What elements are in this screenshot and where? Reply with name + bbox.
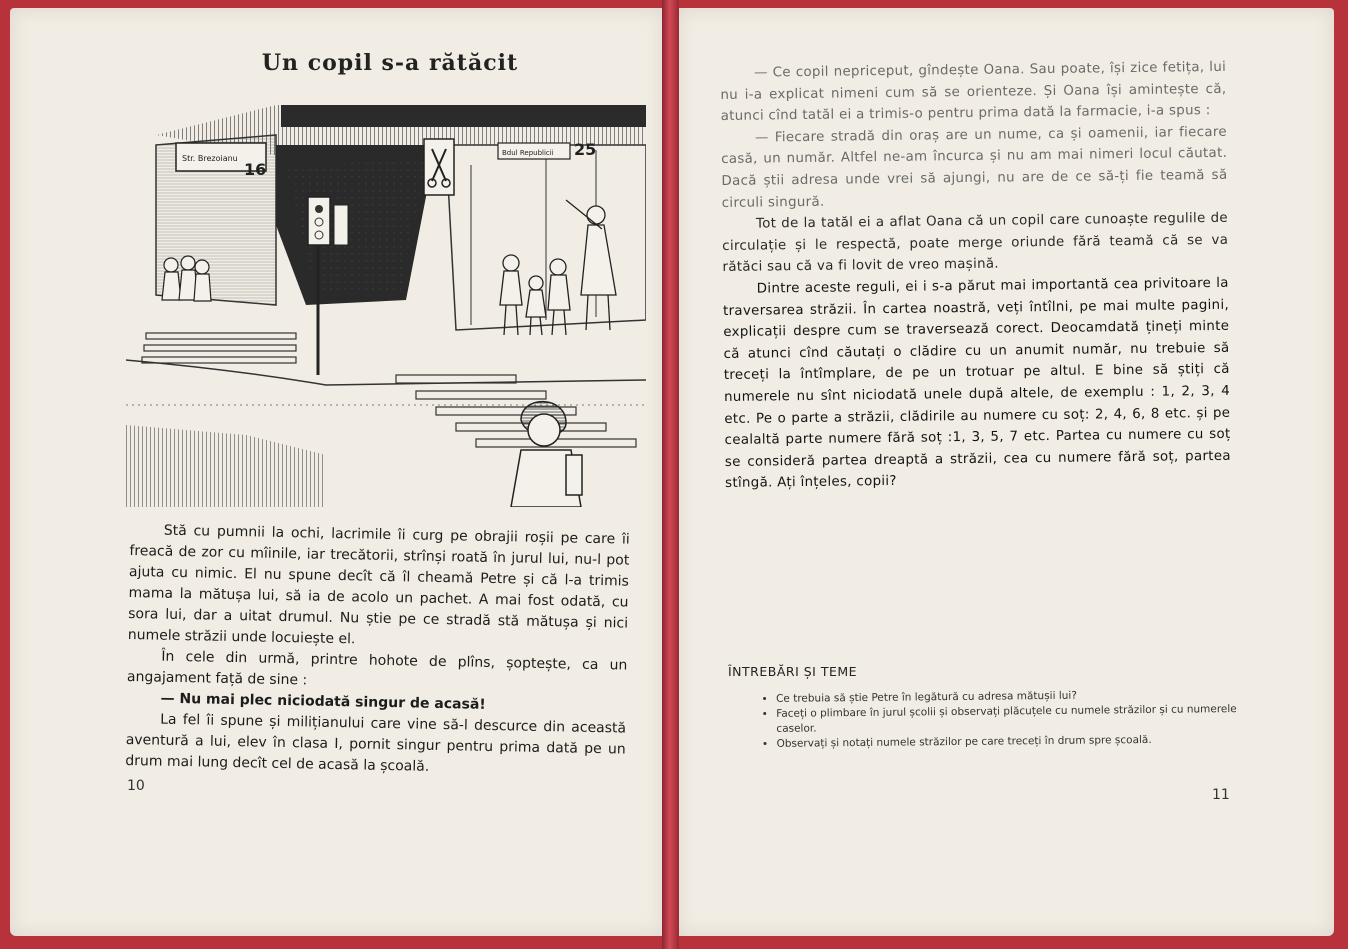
- right-page-text: [720, 57, 1231, 495]
- text-paragraph: — Fiecare stradă din oraș are un nume, ca și oamenii, iar fiecare casă, un număr. Altfel ne-am încurca și nu am mai nimeri locul căutat. Dacă știi adresa unde vrei să ajungi, nu are de ce să-ți fie teamă să circuli singură.: [721, 124, 1228, 211]
- house-number-right: 25: [574, 140, 597, 159]
- text-paragraph: Dintre aceste reguli, ei i s-a părut mai importantă cea privitoare la traversarea străzii. În cartea noastră, veți întîlni, pe mai multe pagini, explicații despre cum se traversează corect. Deocamdată țineți minte că atunci cînd căutați o clădire cu un anumit număr, nu trebuie să treceți la întîmplare, de pe un trotuar pe altul. E bine să știți că numerele nu sînt niciodată unele după altele, de exemplu : 1, 2, 3, 4 etc. Pe o parte a străzii, clădirile au numere cu soț: 2, 4, 6, 8 etc. și pe cealaltă parte numere fără soț :1, 3, 5, 7 etc. Partea cu numere cu soț se consideră partea dreaptă a străzii, cea cu numere fără soț, partea stîngă. Ați înțeles, copii?: [722, 275, 1231, 492]
- story-dialog: — Nu mai plec niciodată singur de acasă!: [160, 690, 486, 713]
- story-paragraph: Stă cu pumnii la ochi, lacrimile îi curg pe obrajii roșii pe care îi freacă de zor cu mîinile, iar trecătorii, strînși roată în jurul lui, nu-l pot ajuta cu nimic. El nu spune decît că îl cheamă Petre și că l-a trimis mama la mătușa lui, să ia de acolo un pachet. A mai fost odată, cu sora lui, dar a uitat drumul. Nu știe pe ce stradă stă mătușa și nici numele străzii unde locuiește el.: [127, 522, 630, 648]
- question-item: • Ce trebuia să știe Petre în legătură cu adresa mătușii lui?: [776, 687, 1246, 707]
- questions-list: [762, 687, 1247, 752]
- question-item: • Faceți o plimbare în jurul școlii și observați plăcuțele cu numele străzilor și cu numerele caselor.: [776, 702, 1246, 737]
- street-sign-left: Str. Brezoianu: [182, 154, 238, 163]
- page-number-right: 11: [1212, 787, 1230, 803]
- story-paragraph: La fel îi spune și milițianului care vine să-l descurce din această aventură a lui, elev în clasa I, pornit singur pentru prima dată pe un drum mai lung decît cel de acasă la școală.: [125, 711, 627, 775]
- text-paragraph: Tot de la tatăl ei a aflat Oana că un copil care cunoaște regulile de circulație și le respectă, poate merge oriunde fără teamă că se va rătăci sau că va fi lovit de vreo mașină.: [722, 210, 1229, 276]
- chapter-title: Un copil s-a rătăcit: [261, 50, 519, 76]
- story-text: [125, 520, 630, 782]
- story-paragraph: În cele din urmă, printre hohote de plîns, șoptește, ca un angajament față de sine :: [126, 648, 628, 689]
- text-paragraph: — Ce copil nepriceput, gîndește Oana. Sau poate, își zice fetița, lui nu i-a explicat nimeni cum să se orienteze. Și Oana își amintește că, atunci cînd tatăl ei a trimis-o pentru prima dată la farmacie, i-a spus :: [720, 59, 1227, 125]
- house-number-left: 16: [244, 160, 267, 179]
- page-number-left: 10: [127, 778, 145, 794]
- questions-heading: ÎNTREBĂRI ȘI TEME: [728, 664, 858, 679]
- book-gutter: [662, 0, 679, 949]
- street-sign-right: Bdul Republicii: [502, 149, 554, 157]
- question-item: • Observați și notați numele străzilor pe care treceți în drum spre școală.: [776, 732, 1246, 752]
- street-corner-illustration: [126, 105, 646, 507]
